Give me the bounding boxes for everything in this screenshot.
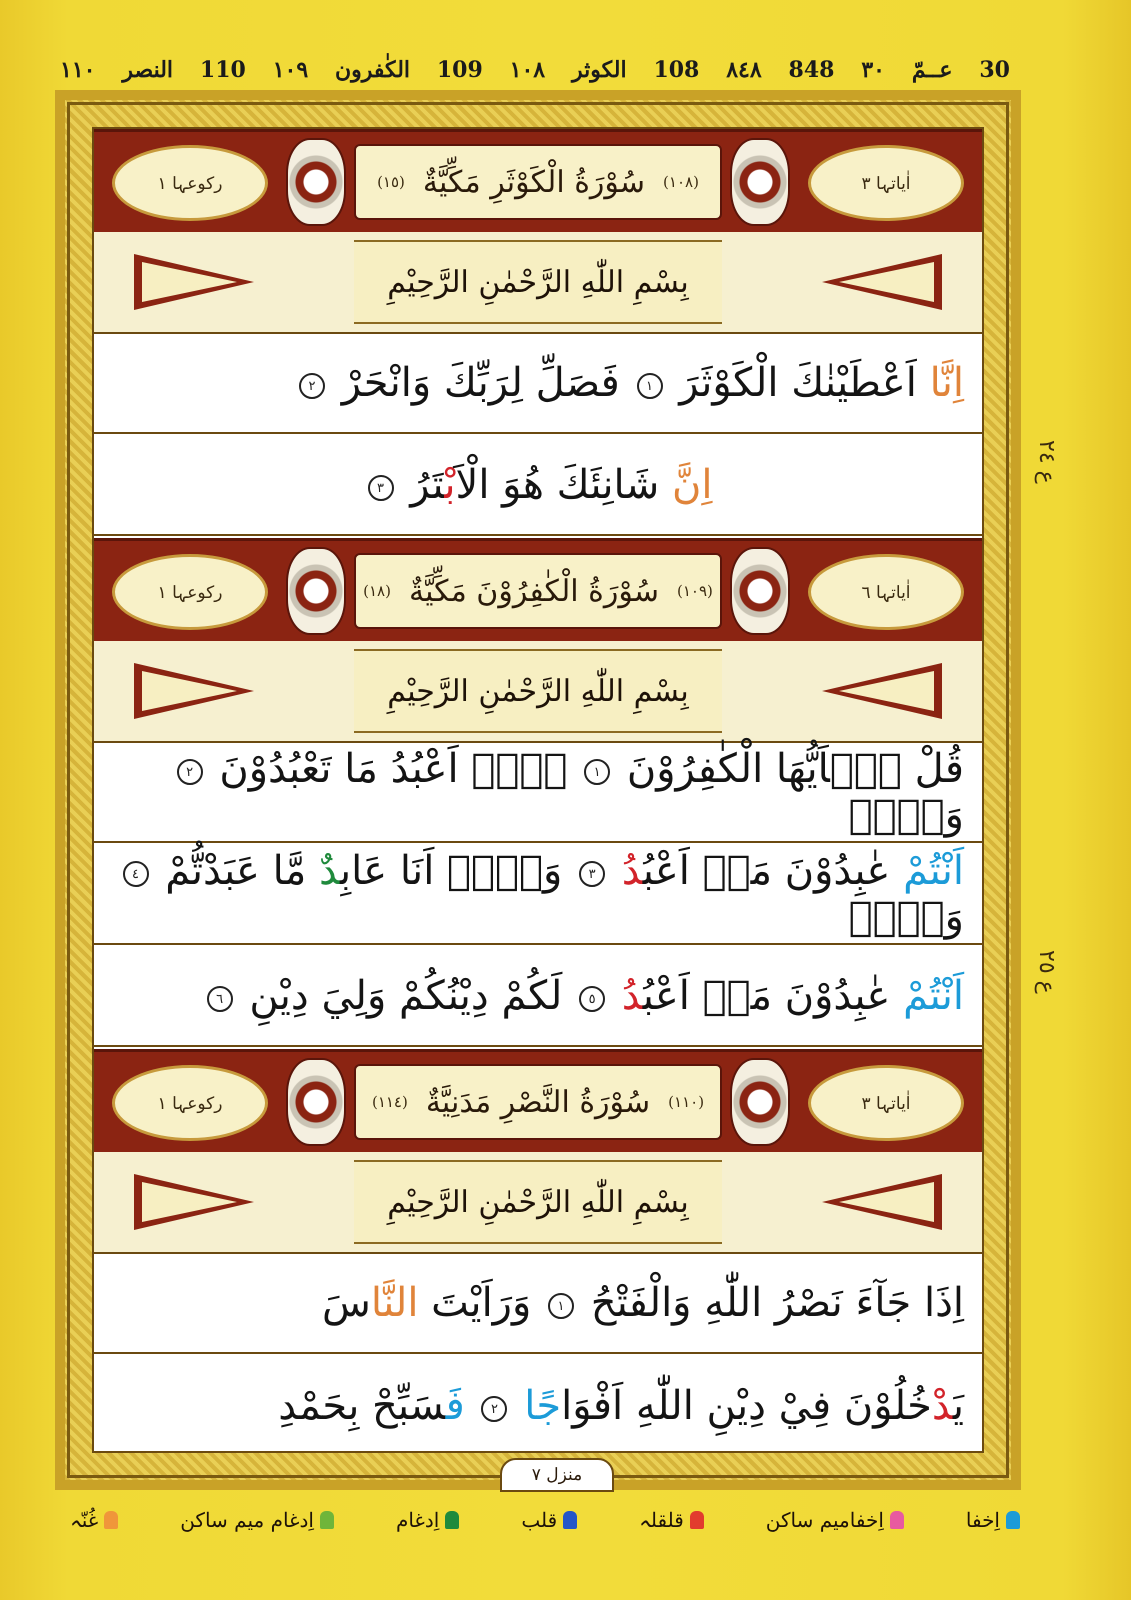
tajweed-legend	[70, 1500, 1020, 1540]
surah-3-number-arabic: ١١٠	[60, 57, 96, 83]
ayat-count-badge: اٰیاتہا ٣	[808, 1065, 964, 1141]
ayah-end-marker: ٢	[177, 759, 203, 785]
tajweed-idgham: دٌ	[318, 848, 340, 894]
surah-title-panel	[354, 1064, 722, 1140]
legend-swatch	[890, 1511, 904, 1529]
ayah-end-marker: ٥	[579, 986, 605, 1012]
verse-segment: سَبِّحْ بِحَمْدِ	[278, 1383, 446, 1429]
ayah-end-marker: ١	[637, 373, 663, 399]
tajweed-ikhfa: جًا	[524, 1383, 562, 1429]
verse-text	[295, 360, 964, 406]
surah-2-name: الکٰفرون	[335, 57, 411, 83]
verse-segment: شَانِئَكَ هُوَ الْاَ	[455, 462, 672, 508]
surah-2-number: 109	[436, 57, 483, 83]
verse-segment: وَلَاۤ	[848, 792, 964, 838]
surah-3-name: النصر	[122, 57, 174, 83]
verse-segment: لَكُمْ دِيْنُكُمْ وَلِيَ دِيْنِ	[249, 973, 563, 1019]
verse-text	[364, 462, 713, 508]
verse-text	[112, 746, 964, 838]
arrow-ornament-inner	[839, 671, 934, 711]
verse-line	[94, 1254, 982, 1354]
legend-label: اِدغام	[395, 1508, 440, 1532]
tajweed-ghunnah: اِنَّا	[929, 360, 964, 406]
legend-item	[70, 1508, 118, 1532]
verse-segment: اَعْطَيْنٰكَ الْكَوْثَرَ	[679, 360, 930, 406]
ayat-count-badge: اٰیاتہا ٣	[808, 145, 964, 221]
tajweed-ghunnah: اِنَّ	[671, 462, 713, 508]
surah-title-panel	[354, 144, 722, 220]
legend-label: اِخفامیم ساکن	[765, 1508, 884, 1532]
surah-1-number-arabic: ١٠٨	[509, 57, 546, 83]
ruku-marker: ع ٢٤	[1034, 440, 1059, 484]
surah-header-kafirun	[94, 538, 982, 644]
juz-name: عــمّ	[911, 57, 953, 83]
tajweed-ghunnah: النَّا	[370, 1280, 419, 1326]
ayah-end-marker: ٦	[207, 986, 233, 1012]
page-content	[92, 127, 984, 1453]
legend-item	[396, 1508, 459, 1532]
verse-segment: يَ	[952, 1383, 964, 1429]
verse-segment: اِذَا جَآءَ نَصْرُ اللّٰهِ وَالْفَتْحُ	[590, 1280, 964, 1326]
verse-segment: فَصَلِّ لِرَبِّكَ وَانْحَرْ	[341, 360, 620, 406]
ayah-end-marker: ٣	[368, 475, 394, 501]
ayah-end-marker: ٤	[123, 861, 149, 887]
juz-number-arabic: ٣٠	[861, 57, 885, 83]
legend-item	[766, 1508, 904, 1532]
legend-swatch	[563, 1511, 577, 1529]
verse-text	[203, 973, 964, 1019]
ornament-icon	[286, 1058, 346, 1146]
revelation-order: (١٨)	[363, 582, 391, 600]
legend-swatch	[104, 1511, 118, 1529]
surah-title: سُوْرَةُ النَّصْرِ مَدَنِيَّةٌ	[425, 1084, 651, 1120]
verse-text	[278, 1383, 964, 1429]
surah-header-kawthar	[94, 129, 982, 235]
arrow-ornament-inner	[839, 262, 934, 302]
legend-swatch	[445, 1511, 459, 1529]
ruku-count-badge: رکوعہا ١	[112, 1065, 268, 1141]
ayah-end-marker: ١	[548, 1293, 574, 1319]
tajweed-qalqalah: دُ	[621, 973, 643, 1019]
ornament-icon	[286, 138, 346, 226]
verse-text	[322, 1280, 964, 1326]
surah-header-nasr	[94, 1049, 982, 1155]
bismillah-band	[94, 232, 982, 334]
legend-label: قلب	[521, 1508, 558, 1532]
surah-1-name: الکوثر	[571, 57, 627, 83]
legend-swatch	[320, 1511, 334, 1529]
verse-segment: لَاۤ اَعْبُدُ مَا تَعْبُدُوْنَ	[219, 746, 568, 792]
verse-segment: تَرُ	[410, 462, 445, 508]
ayat-count-badge: اٰیاتہا ٦	[808, 554, 964, 630]
bismillah: بِسْمِ اللّٰهِ الرَّحْمٰنِ الرَّحِيْمِ	[354, 240, 722, 324]
surah-number: (١٠٨)	[663, 173, 699, 191]
page-number: 848	[788, 57, 835, 83]
legend-label: اِدغام میم ساکن	[180, 1508, 314, 1532]
surah-1-number: 108	[653, 57, 700, 83]
bismillah-band	[94, 1152, 982, 1254]
legend-item	[639, 1508, 704, 1532]
verse-line	[94, 1356, 982, 1456]
legend-item	[521, 1508, 577, 1532]
ayah-end-marker: ٣	[579, 861, 605, 887]
ornament-icon	[286, 547, 346, 635]
verse-segment: سَ	[322, 1280, 371, 1326]
page-number-arabic: ٨٤٨	[726, 57, 762, 83]
surah-number: (١١٠)	[668, 1093, 705, 1111]
tajweed-qalqalah: بْ	[444, 462, 456, 508]
verse-line	[94, 845, 982, 945]
page-header	[60, 52, 1010, 88]
verse-line	[94, 334, 982, 434]
legend-swatch	[690, 1511, 704, 1529]
surah-title-panel	[354, 553, 722, 629]
bismillah-band	[94, 641, 982, 743]
verse-segment: خُلُوْنَ فِيْ دِيْنِ اللّٰهِ اَفْوَا	[561, 1383, 932, 1429]
tajweed-ikhfa: اَنْتُمْ	[903, 973, 964, 1019]
manzil-label: منزل ٧	[500, 1458, 614, 1492]
verse-segment: وَلَاۤ اَنَا عَابِ	[339, 848, 563, 894]
ayah-end-marker: ٢	[299, 373, 325, 399]
ruku-count-badge: رکوعہا ١	[112, 145, 268, 221]
surah-2-number-arabic: ١٠٩	[272, 57, 309, 83]
bismillah: بِسْمِ اللّٰهِ الرَّحْمٰنِ الرَّحِيْمِ	[354, 649, 722, 733]
surah-number: (١٠٩)	[676, 582, 713, 600]
verse-line	[94, 436, 982, 536]
ayah-end-marker: ١	[584, 759, 610, 785]
verse-segment: وَلَاۤ	[848, 894, 964, 940]
verse-text	[112, 848, 964, 940]
surah-title: سُوْرَةُ الْكٰفِرُوْنَ مَكِّيَّةٌ	[408, 573, 659, 609]
legend-swatch	[1006, 1511, 1020, 1529]
legend-label: اِخفا	[965, 1508, 1000, 1532]
verse-segment: قُلْ يٰۤاَيُّهَا الْكٰفِرُوْنَ	[626, 746, 964, 792]
verse-segment: عٰبِدُوْنَ مَاۤ اَعْبُ	[642, 973, 904, 1019]
verse-segment: مَّا عَبَدْتُّمْ	[165, 848, 319, 894]
revelation-order: (١٥)	[377, 173, 405, 191]
legend-item	[966, 1508, 1020, 1532]
verse-segment: عٰبِدُوْنَ مَاۤ اَعْبُ	[642, 848, 904, 894]
ruku-count-badge: رکوعہا ١	[112, 554, 268, 630]
revelation-order: (١١٤)	[371, 1093, 408, 1111]
verse-segment: وَرَاَيْتَ	[418, 1280, 532, 1326]
verse-line	[94, 743, 982, 843]
ayah-end-marker: ٢	[481, 1396, 507, 1422]
ornament-icon	[730, 138, 790, 226]
tajweed-qalqalah: دْ	[931, 1383, 953, 1429]
surah-3-number: 110	[199, 57, 246, 83]
arrow-ornament-inner	[142, 1182, 237, 1222]
bismillah: بِسْمِ اللّٰهِ الرَّحْمٰنِ الرَّحِيْمِ	[354, 1160, 722, 1244]
tajweed-qalqalah: دُ	[621, 848, 643, 894]
arrow-ornament-inner	[142, 262, 237, 302]
ruku-marker: ع ٢٥	[1034, 950, 1059, 994]
juz-number: 30	[979, 57, 1010, 83]
tajweed-ikhfa: اَنْتُمْ	[903, 848, 964, 894]
ornament-icon	[730, 1058, 790, 1146]
page-border	[55, 90, 1021, 1490]
ornament-icon	[730, 547, 790, 635]
arrow-ornament-inner	[142, 671, 237, 711]
tajweed-ikhfa: فَ	[445, 1383, 465, 1429]
legend-item	[180, 1508, 334, 1532]
legend-label: قلقلہ	[639, 1508, 684, 1532]
legend-label: غُنّہ	[70, 1508, 99, 1532]
verse-line	[94, 947, 982, 1047]
surah-title: سُوْرَةُ الْكَوْثَرِ مَكِّيَّةٌ	[422, 164, 646, 200]
arrow-ornament-inner	[839, 1182, 934, 1222]
